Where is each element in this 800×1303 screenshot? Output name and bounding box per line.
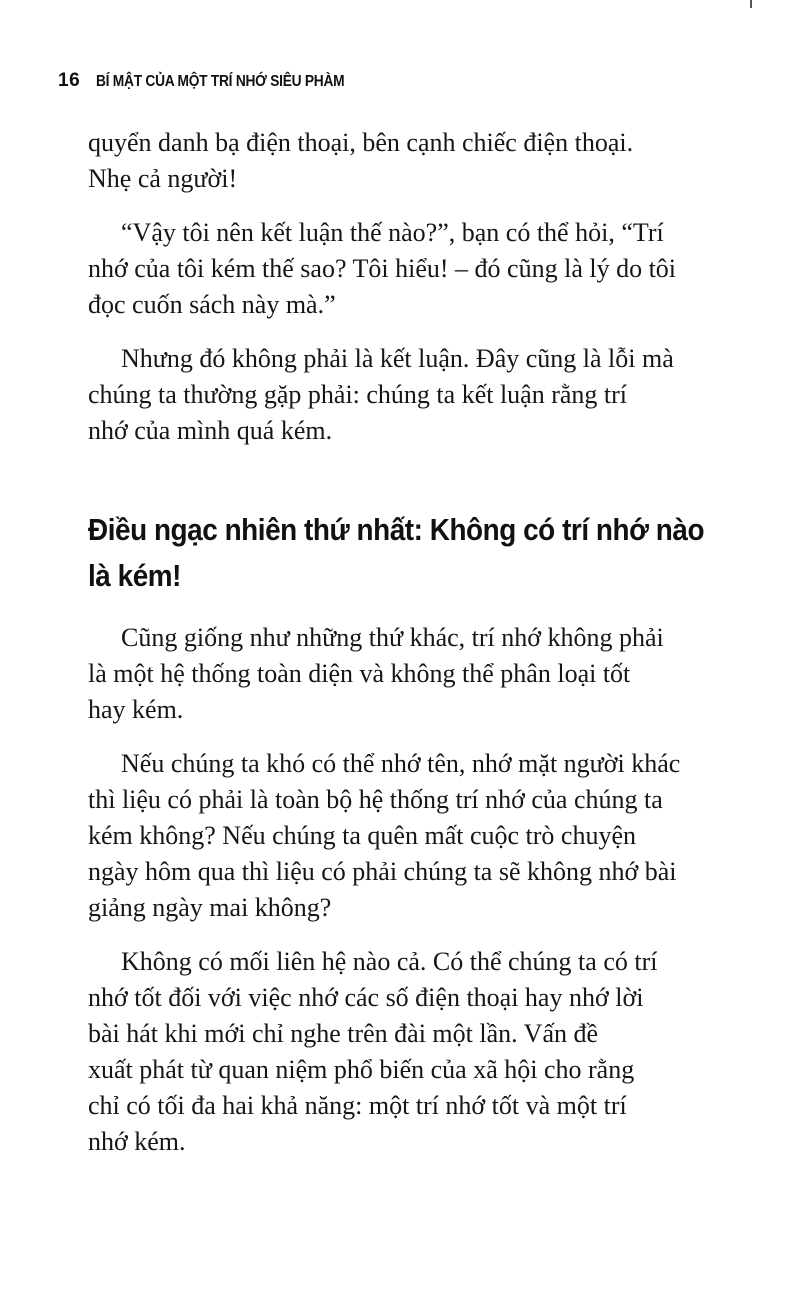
paragraph: Nhưng đó không phải là kết luận. Đây cũng là lỗi mà chúng ta thường gặp phải: chúng ta kết luận rằng trí nhớ của mình quá kém.: [88, 344, 674, 445]
text-block-after-heading: [88, 620, 736, 1160]
book-title: BÍ MẬT CỦA MỘT TRÍ NHỚ SIÊU PHÀM: [96, 73, 345, 90]
page-number: 16: [58, 70, 81, 91]
paragraph: Nếu chúng ta khó có thể nhớ tên, nhớ mặt người khác thì liệu có phải là toàn bộ hệ thống trí nhớ của chúng ta kém không? Nếu chúng ta quên mất cuộc trò chuyện ngày hôm qua thì liệu có phải chúng ta sẽ không nhớ bài giảng ngày mai không?: [88, 749, 681, 922]
text-block-before-heading: [88, 125, 736, 449]
section-heading: Điều ngạc nhiên thứ nhất: Không có trí nhớ nào là kém!: [88, 512, 705, 593]
paragraph: Cũng giống như những thứ khác, trí nhớ không phải là một hệ thống toàn diện và không thể phân loại tốt hay kém.: [88, 623, 664, 724]
paragraph: Không có mối liên hệ nào cả. Có thể chúng ta có trí nhớ tốt đối với việc nhớ các số điện thoại hay nhớ lời bài hát khi mới chỉ nghe trên đài một lần. Vấn đề xuất phát từ quan niệm phổ biến của xã hội cho rằng chỉ có tối đa hai khả năng: một trí nhớ tốt và một trí nhớ kém.: [88, 947, 658, 1156]
running-header: [58, 70, 385, 92]
paragraph: “Vậy tôi nên kết luận thế nào?”, bạn có thể hỏi, “Trí nhớ của tôi kém thế sao? Tôi hiểu! – đó cũng là lý do tôi đọc cuốn sách này mà.”: [88, 218, 677, 319]
page-corner-mark: [750, 0, 752, 8]
paragraph-continued: quyển danh bạ điện thoại, bên cạnh chiếc điện thoại. Nhẹ cả người!: [88, 128, 634, 193]
